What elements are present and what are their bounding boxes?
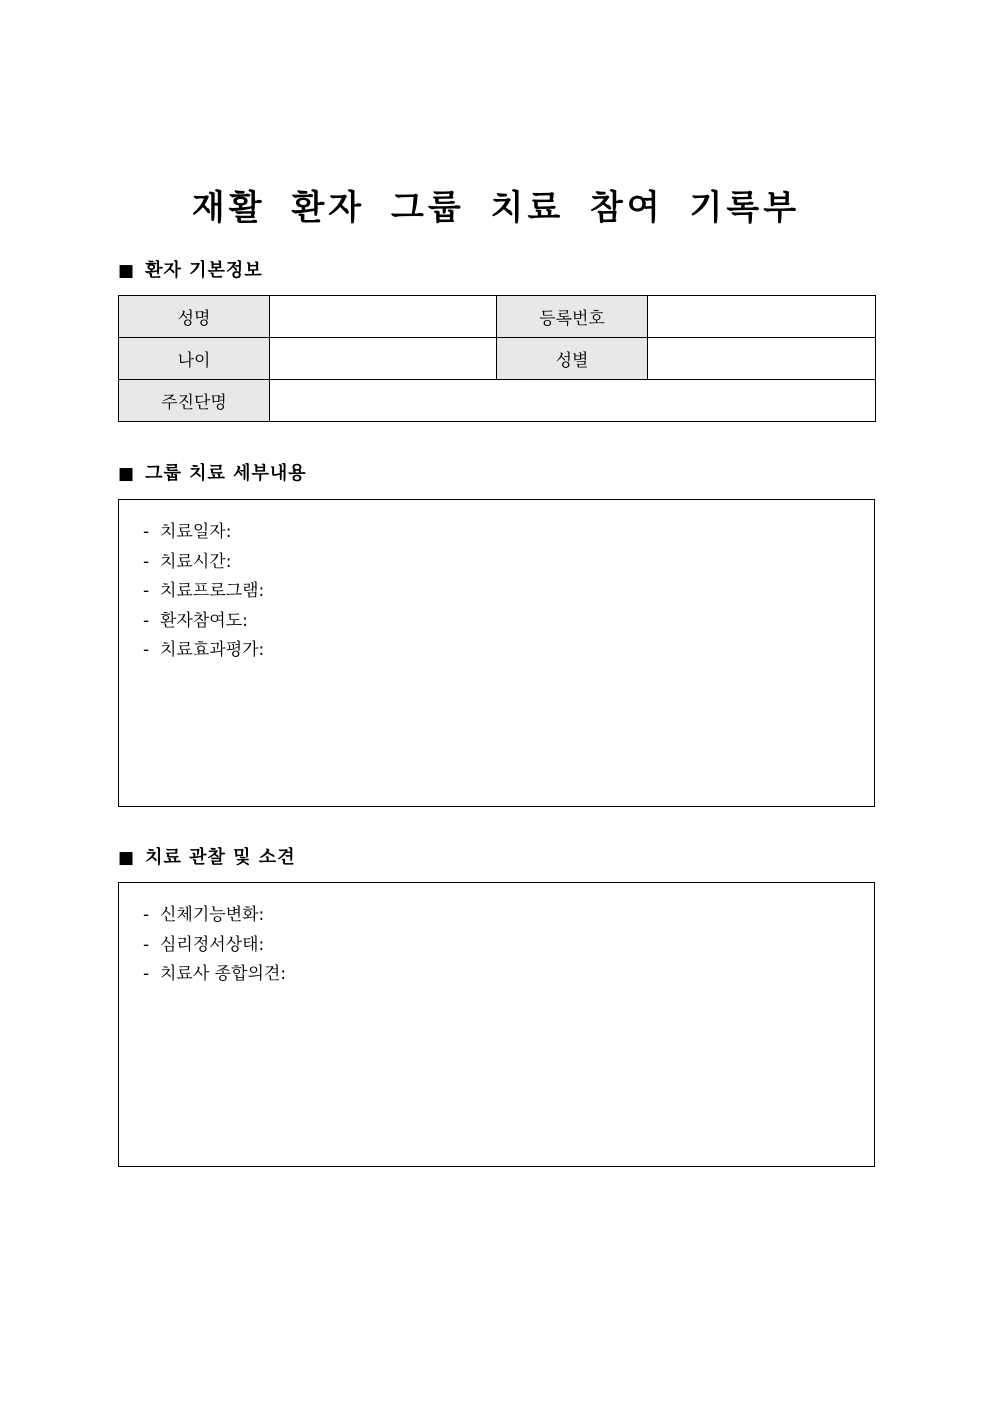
section-heading-text: 치료 관찰 및 소견 (145, 847, 296, 868)
list-item (143, 607, 264, 637)
section-heading-therapy-details (118, 462, 307, 486)
observations-list (143, 901, 286, 990)
dash-bullet: - (143, 522, 150, 542)
table-row (119, 296, 876, 338)
patient-participation-label: 환자참여도: (160, 610, 248, 631)
list-item (143, 931, 286, 961)
patient-info-table (118, 295, 876, 422)
page-title: 재활 환자 그룹 치료 참여 기록부 (191, 187, 801, 228)
name-label: 성명 (119, 296, 270, 338)
primary-diagnosis-field[interactable] (270, 380, 876, 422)
list-item (143, 636, 264, 666)
table-row (119, 338, 876, 380)
square-bullet-icon: ■ (118, 464, 136, 484)
therapy-date-label: 치료일자: (160, 522, 232, 542)
registration-number-label: 등록번호 (497, 296, 648, 338)
section-heading-text: 환자 기본정보 (145, 260, 263, 281)
table-row (119, 380, 876, 422)
therapy-program-label: 치료프로그램: (160, 581, 265, 601)
dash-bullet: - (143, 934, 150, 955)
psychological-state-label: 심리정서상태: (160, 934, 265, 955)
section-heading-basic-info (118, 259, 263, 283)
age-field[interactable] (270, 338, 497, 380)
dash-bullet: - (143, 551, 150, 572)
dash-bullet: - (143, 905, 150, 925)
therapist-overall-opinion-label: 치료사 종합의견: (160, 964, 287, 984)
therapy-effect-evaluation-label: 치료효과평가: (160, 640, 265, 660)
dash-bullet: - (143, 964, 150, 984)
age-label: 나이 (119, 338, 270, 380)
gender-label: 성별 (497, 338, 648, 380)
physical-function-change-label: 신체기능변화: (160, 905, 265, 925)
list-item (143, 518, 264, 548)
name-field[interactable] (270, 296, 497, 338)
list-item (143, 901, 286, 931)
registration-number-field[interactable] (648, 296, 876, 338)
observations-box[interactable] (118, 882, 875, 1167)
therapy-details-box[interactable] (118, 499, 875, 807)
dash-bullet: - (143, 640, 150, 660)
therapy-details-list (143, 518, 264, 666)
gender-field[interactable] (648, 338, 876, 380)
list-item (143, 960, 286, 990)
section-heading-text: 그룹 치료 세부내용 (145, 463, 307, 484)
square-bullet-icon: ■ (118, 261, 136, 281)
dash-bullet: - (143, 581, 150, 601)
therapy-time-label: 치료시간: (160, 551, 232, 572)
list-item (143, 577, 264, 607)
dash-bullet: - (143, 610, 150, 631)
list-item (143, 548, 264, 578)
primary-diagnosis-label: 주진단명 (119, 380, 270, 422)
square-bullet-icon: ■ (118, 848, 136, 868)
section-heading-observations (118, 846, 296, 870)
